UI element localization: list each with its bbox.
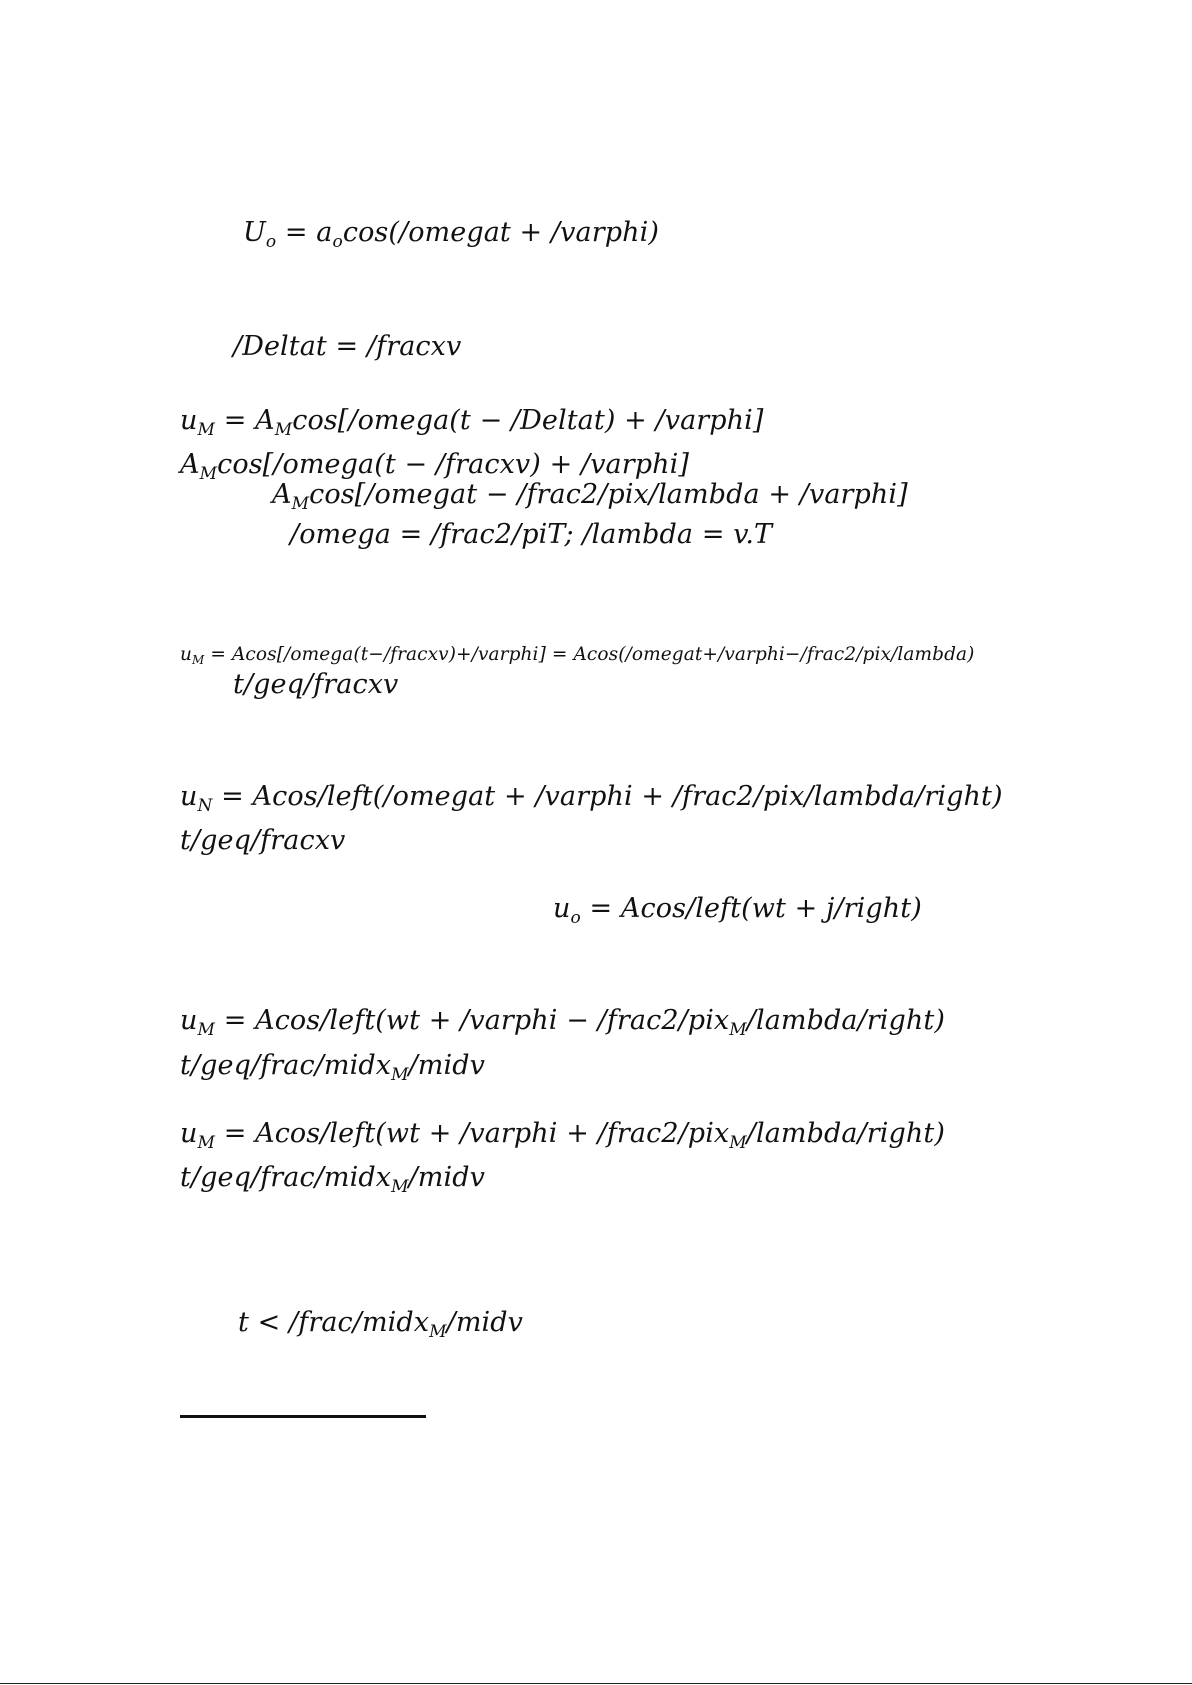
eq-text: = Acos[/omega(t−/fracxv)+/varphi] = Acos(/omegat+/varphi−/frac2/pix/lambda) — [204, 644, 975, 665]
eq-text: cos(/omegat + /varphi) — [342, 217, 659, 248]
equation-uo — [243, 217, 659, 252]
eq-subscript: M — [729, 1133, 747, 1153]
eq-text: cos[/omega(t − /Deltat) + /varphi] — [292, 405, 764, 436]
eq-subscript: o — [570, 908, 581, 928]
eq-subscript: M — [291, 494, 310, 514]
page-edge-line — [0, 1683, 1192, 1684]
eq-text: u — [180, 405, 198, 436]
eq-subscript: M — [729, 1020, 747, 1040]
equation-condition-1: t/geq/fracxv — [233, 669, 399, 700]
eq-text: cos[/omega(t − /fracxv) + /varphi] — [217, 449, 689, 480]
eq-subscript: N — [197, 796, 213, 816]
equation-delta-t: /Deltat = /fracxv — [233, 331, 462, 362]
eq-text: = Acos/left(wt + /varphi + /frac2/pix — [215, 1118, 730, 1149]
eq-text: t < /frac/midx — [238, 1307, 430, 1338]
eq-text: cos[/omegat − /frac2/pix/lambda + /varphi] — [309, 479, 908, 510]
equation-un — [180, 781, 1003, 816]
equation-condition-3 — [180, 1050, 485, 1085]
equation-am-fracxv — [180, 449, 689, 484]
eq-subscript: M — [391, 1177, 409, 1197]
eq-text: u — [180, 781, 198, 812]
eq-text: A — [180, 449, 200, 480]
equation-am-lambda — [272, 479, 908, 514]
eq-text: A — [272, 479, 292, 510]
equation-condition-4 — [180, 1162, 485, 1197]
eq-text: /midv — [408, 1050, 485, 1081]
eq-text: /lambda/right) — [746, 1005, 945, 1036]
eq-text: u — [180, 1118, 198, 1149]
eq-subscript: M — [429, 1322, 447, 1342]
eq-text: = Acos/left(wt + j/right) — [580, 893, 922, 924]
eq-subscript: M — [274, 420, 293, 440]
equation-condition-2: t/geq/fracxv — [180, 825, 346, 856]
eq-text: /midv — [446, 1307, 523, 1338]
eq-text: = Acos/left(/omegat + /varphi + /frac2/pix/lambda/right) — [212, 781, 1003, 812]
equation-um-full — [180, 644, 975, 666]
equation-um-minus — [180, 1005, 945, 1040]
eq-text: = Acos/left(wt + /varphi − /frac2/pix — [215, 1005, 730, 1036]
equation-um-plus — [180, 1118, 945, 1153]
footnote-rule — [180, 1415, 426, 1418]
eq-subscript: o — [265, 232, 277, 252]
eq-text: u — [180, 644, 193, 665]
eq-text: u — [180, 1005, 198, 1036]
equation-um-delta — [180, 405, 764, 440]
equation-condition-lt — [238, 1307, 523, 1342]
eq-subscript: M — [192, 653, 205, 667]
eq-subscript: M — [199, 464, 218, 484]
eq-text: u — [553, 893, 571, 924]
eq-text: /midv — [408, 1162, 485, 1193]
equation-uo-wt — [553, 893, 922, 928]
eq-text: = A — [215, 405, 275, 436]
eq-subscript: M — [197, 420, 216, 440]
equation-omega-lambda: /omega = /frac2/piT; /lambda = v.T — [290, 519, 773, 550]
eq-text: t/geq/frac/midx — [180, 1050, 392, 1081]
eq-text: /lambda/right) — [746, 1118, 945, 1149]
eq-text: = a — [276, 217, 333, 248]
eq-subscript: M — [197, 1020, 216, 1040]
eq-subscript: M — [391, 1065, 409, 1085]
eq-text: U — [243, 217, 266, 248]
eq-text: t/geq/frac/midx — [180, 1162, 392, 1193]
eq-subscript: o — [332, 232, 343, 252]
eq-subscript: M — [197, 1133, 216, 1153]
